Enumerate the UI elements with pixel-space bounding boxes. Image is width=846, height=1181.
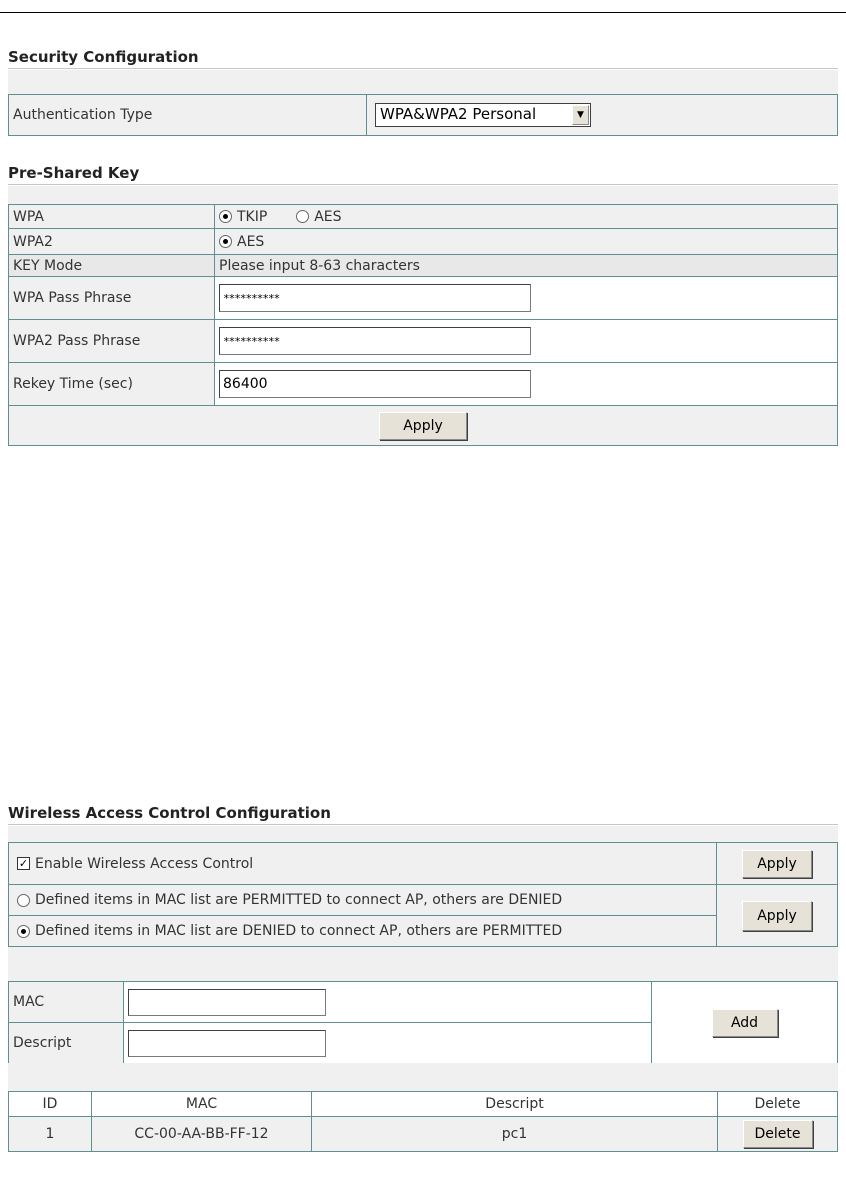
wpa-aes-radio[interactable] bbox=[296, 210, 309, 223]
security-band bbox=[8, 70, 838, 94]
table-row bbox=[9, 1117, 838, 1152]
rekey-input[interactable] bbox=[219, 370, 531, 398]
wpa2-options bbox=[215, 229, 838, 255]
auth-table bbox=[8, 94, 838, 136]
mac-band bbox=[8, 947, 838, 981]
wpa2-pass-input[interactable] bbox=[219, 327, 531, 355]
keymode-value: Please input 8-63 characters bbox=[215, 255, 838, 277]
col-mac-header: MAC bbox=[92, 1092, 312, 1117]
desc-cell bbox=[124, 1023, 652, 1064]
row-id: 1 bbox=[9, 1117, 92, 1152]
wpa-pass-input[interactable] bbox=[219, 284, 531, 312]
psk-band bbox=[8, 186, 838, 204]
wpa2-aes-radio[interactable] bbox=[219, 235, 232, 248]
delete-button[interactable]: Delete bbox=[743, 1120, 813, 1148]
deny-row bbox=[9, 916, 838, 947]
desc-input[interactable] bbox=[128, 1030, 326, 1057]
mac-input[interactable] bbox=[128, 989, 326, 1016]
wac-band bbox=[8, 826, 838, 842]
wpa-pass-cell bbox=[215, 277, 838, 320]
wpa2-pass-label: WPA2 Pass Phrase bbox=[9, 320, 215, 363]
row-delete-cell bbox=[718, 1117, 838, 1152]
deny-label: Defined items in MAC list are DENIED to connect AP, others are PERMITTED bbox=[35, 923, 563, 939]
keymode-row bbox=[9, 255, 838, 277]
mac-entry-table bbox=[8, 981, 838, 1064]
col-id-header: ID bbox=[9, 1092, 92, 1117]
mac-list-header bbox=[9, 1092, 838, 1117]
auth-type-select[interactable] bbox=[375, 103, 591, 127]
row-mac: CC-00-AA-BB-FF-12 bbox=[92, 1117, 312, 1152]
rekey-row bbox=[9, 363, 838, 406]
enable-row bbox=[9, 843, 838, 885]
mac-row bbox=[9, 982, 838, 1023]
wac-section-title: Wireless Access Control Configuration bbox=[8, 804, 838, 825]
wpa-label: WPA bbox=[9, 205, 215, 229]
enable-apply-button[interactable]: Apply bbox=[742, 850, 812, 878]
col-desc-header: Descript bbox=[312, 1092, 718, 1117]
permit-row bbox=[9, 885, 838, 916]
wpa2-label: WPA2 bbox=[9, 229, 215, 255]
psk-section-title: Pre-Shared Key bbox=[8, 164, 838, 185]
permit-radio[interactable] bbox=[17, 894, 30, 907]
wpa2-pass-cell bbox=[215, 320, 838, 363]
permit-label: Defined items in MAC list are PERMITTED to connect AP, others are DENIED bbox=[35, 892, 563, 908]
wpa2-row bbox=[9, 229, 838, 255]
psk-apply-button[interactable]: Apply bbox=[379, 412, 467, 440]
wpa2-pass-row bbox=[9, 320, 838, 363]
auth-type-value: WPA&WPA2 Personal bbox=[380, 105, 537, 123]
security-section-title: Security Configuration bbox=[8, 48, 838, 69]
mode-apply-button[interactable]: Apply bbox=[742, 901, 812, 931]
wpa2-aes-label: AES bbox=[237, 233, 265, 250]
wac-table bbox=[8, 842, 838, 947]
mode-apply-cell bbox=[717, 885, 838, 947]
top-rule bbox=[0, 12, 846, 13]
wpa-options bbox=[215, 205, 838, 229]
rekey-label: Rekey Time (sec) bbox=[9, 363, 215, 406]
psk-apply-cell bbox=[9, 406, 838, 446]
add-button[interactable]: Add bbox=[712, 1009, 778, 1037]
deny-cell bbox=[9, 916, 717, 947]
psk-apply-row bbox=[9, 406, 838, 446]
mac-label: MAC bbox=[9, 982, 124, 1023]
psk-table bbox=[8, 204, 838, 446]
dropdown-arrow-icon[interactable]: ▼ bbox=[572, 105, 589, 125]
desc-label: Descript bbox=[9, 1023, 124, 1064]
mac-list-table bbox=[8, 1091, 838, 1152]
enable-cell bbox=[9, 843, 717, 885]
wpa-row bbox=[9, 205, 838, 229]
row-desc: pc1 bbox=[312, 1117, 718, 1152]
add-cell bbox=[652, 982, 838, 1064]
keymode-label: KEY Mode bbox=[9, 255, 215, 277]
wpa-aes-label: AES bbox=[314, 208, 342, 225]
enable-apply-cell bbox=[717, 843, 838, 885]
enable-label: Enable Wireless Access Control bbox=[35, 855, 254, 872]
mac-cell bbox=[124, 982, 652, 1023]
permit-cell bbox=[9, 885, 717, 916]
wpa-pass-label: WPA Pass Phrase bbox=[9, 277, 215, 320]
col-delete-header: Delete bbox=[718, 1092, 838, 1117]
wpa-tkip-label: TKIP bbox=[237, 208, 268, 225]
enable-checkbox[interactable]: ✓ bbox=[18, 857, 29, 870]
auth-type-label: Authentication Type bbox=[9, 95, 367, 136]
rekey-cell bbox=[215, 363, 838, 406]
list-band bbox=[8, 1063, 838, 1091]
wpa-pass-row bbox=[9, 277, 838, 320]
wpa-tkip-radio[interactable] bbox=[219, 210, 232, 223]
auth-type-cell bbox=[367, 95, 838, 136]
deny-radio[interactable] bbox=[17, 925, 30, 938]
